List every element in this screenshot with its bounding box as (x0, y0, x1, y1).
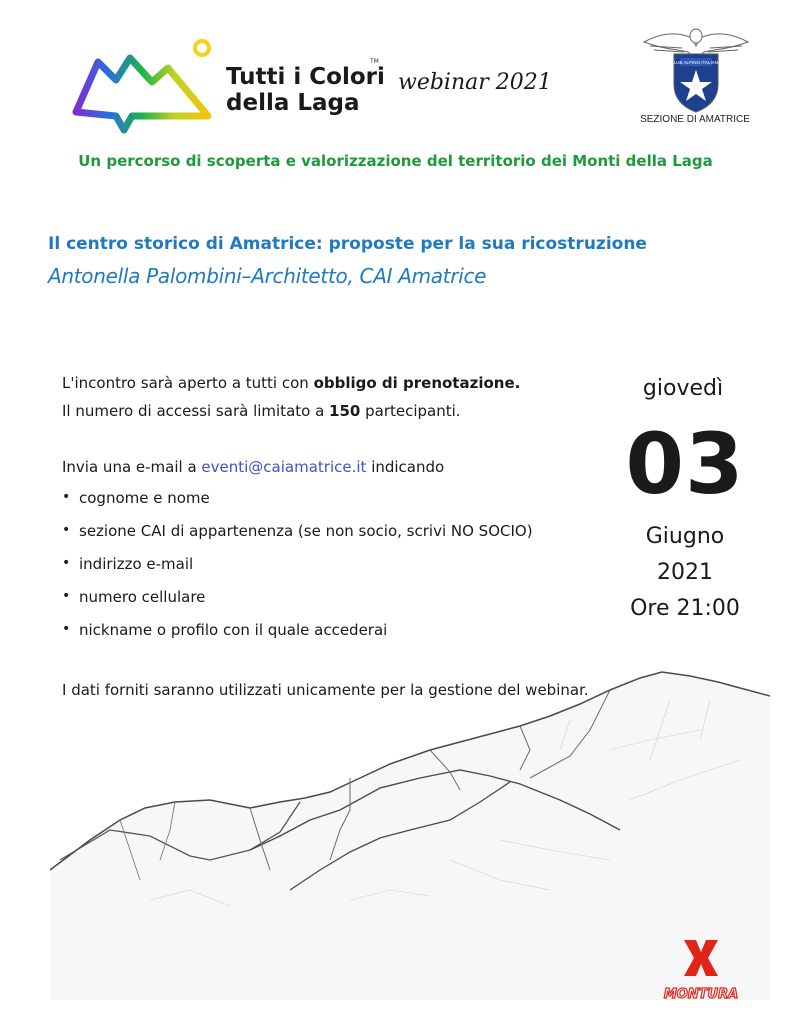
montura-wordmark: MONTURA (663, 987, 739, 1002)
event-day-number: 03 (625, 415, 745, 513)
talk-speaker: Antonella Palombini–Architetto, CAI Amatrice (48, 264, 487, 288)
event-month: Giugno (645, 524, 725, 549)
registration-line-2 (62, 402, 461, 420)
required-info-list (62, 489, 533, 654)
registration-line-1-text: L'incontro sarà aperto a tutti con (62, 374, 314, 392)
list-item: • sezione CAI di appartenenza (se non socio, scrivi NO SOCIO) (62, 522, 533, 555)
list-item: • indirizzo e-mail (62, 555, 533, 588)
webinar-label: webinar 2021 (398, 70, 552, 95)
contact-email-link[interactable]: eventi@caiamatrice.it (201, 458, 367, 476)
tutti-i-colori-wordmark (226, 64, 385, 116)
event-year: 2021 (657, 560, 713, 585)
logo-line-2: della Laga (226, 90, 360, 116)
list-item: • cognome e nome (62, 489, 533, 522)
event-time: Ore 21:00 (630, 596, 740, 621)
registration-line-1 (62, 374, 520, 392)
email-instruction-prefix: Invia una e-mail a (62, 458, 202, 476)
privacy-note: I dati forniti saranno utilizzati unicamente per la gestione del webinar. (62, 681, 589, 699)
participant-limit-number: 150 (329, 402, 361, 420)
email-instruction-suffix: indicando (366, 458, 445, 476)
participant-limit-suffix: partecipanti. (360, 402, 461, 420)
participant-limit-prefix: Il numero di accessi sarà limitato a (62, 402, 330, 420)
list-item: • numero cellulare (62, 588, 533, 621)
event-weekday: giovedì (642, 376, 724, 401)
trademark-mark: TM (370, 58, 379, 65)
email-instruction (62, 458, 444, 476)
cai-section-caption: SEZIONE DI AMATRICE (640, 114, 750, 125)
montura-sponsor-logo (646, 936, 756, 1004)
event-tagline: Un percorso di scoperta e valorizzazione del territorio dei Monti della Laga (78, 152, 713, 170)
talk-title: Il centro storico di Amatrice: proposte per la sua ricostruzione (48, 234, 647, 254)
booking-required-text: obbligo di prenotazione. (313, 374, 521, 392)
logo-line-1: Tutti i Colori (226, 64, 385, 90)
list-item: • nickname o profilo con il quale accederai (62, 621, 533, 654)
cai-emblem-text: CLUB ALPINO ITALIANO (670, 60, 722, 65)
tutti-i-colori-logo-mark (68, 36, 218, 136)
cai-eagle-emblem (640, 24, 752, 114)
